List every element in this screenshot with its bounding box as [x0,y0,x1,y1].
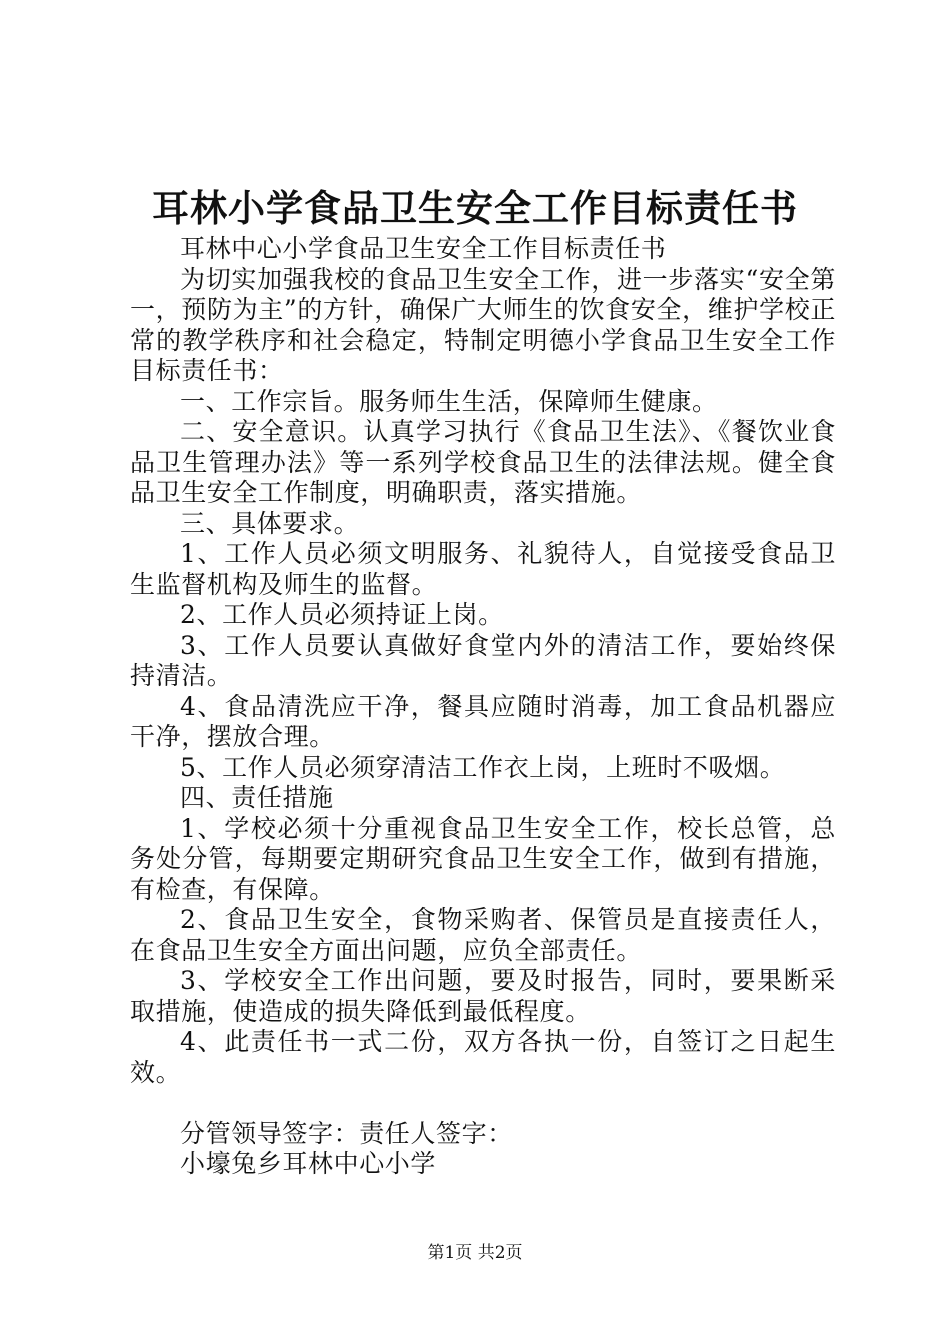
section-heading-requirements: 三、具体要求。 [180,508,360,538]
measure-item-3: 3、学校安全工作出问题，要及时报告，同时，要果断采取措施，使造成的损失降低到最低程度。 [130,966,836,1026]
requirement-item-1: 1、工作人员必须文明服务、礼貌待人，自觉接受食品卫生监督机构及师生的监督。 [130,539,836,599]
requirement-item-3: 3、工作人员要认真做好食堂内外的清洁工作，要始终保持清洁。 [130,630,836,690]
page-footer: 第1页 共2页 [427,1243,523,1263]
section-heading-purpose: 一、工作宗旨。服务师生生活，保障师生健康。 [180,386,718,416]
section-heading-measures: 四、责任措施 [180,783,334,812]
measure-item-2: 2、食品卫生安全，食物采购者、保管员是直接责任人，在食品卫生安全方面出问题，应负全部责任。 [130,905,836,965]
subtitle-paragraph: 耳林中心小学食品卫生安全工作目标责任书 [180,234,667,263]
signature-line: 分管领导签字：责任人签字： [180,1118,513,1148]
measure-item-4: 4、此责任书一式二份，双方各执一份，自签订之日起生效。 [130,1027,836,1087]
document-body [130,234,836,1180]
organization-name: 小壕兔乡耳林中心小学 [180,1149,437,1178]
section-heading-awareness: 二、安全意识。认真学习执行《食品卫生法》、《餐饮业食品卫生管理办法》等一系列学校食品卫生的法律法规。健全食品卫生安全工作制度，明确职责，落实措施。 [130,417,836,507]
measure-item-1: 1、学校必须十分重视食品卫生安全工作，校长总管，总务处分管，每期要定期研究食品卫生安全工作，做到有措施，有检查，有保障。 [130,813,836,904]
requirement-item-5: 5、工作人员必须穿清洁工作衣上岗，上班时不吸烟。 [180,752,786,782]
intro-paragraph: 为切实加强我校的食品卫生安全工作，进一步落实“安全第一，预防为主”的方针，确保广大师生的饮食安全，维护学校正常的教学秩序和社会稳定，特制定明德小学食品卫生安全工作目标责任书： [130,264,836,385]
requirement-item-2: 2、工作人员必须持证上岗。 [180,600,504,629]
document-title: 耳林小学食品卫生安全工作目标责任书 [152,186,798,230]
requirement-item-4: 4、食品清洗应干净，餐具应随时消毒，加工食品机器应干净，摆放合理。 [130,691,836,751]
